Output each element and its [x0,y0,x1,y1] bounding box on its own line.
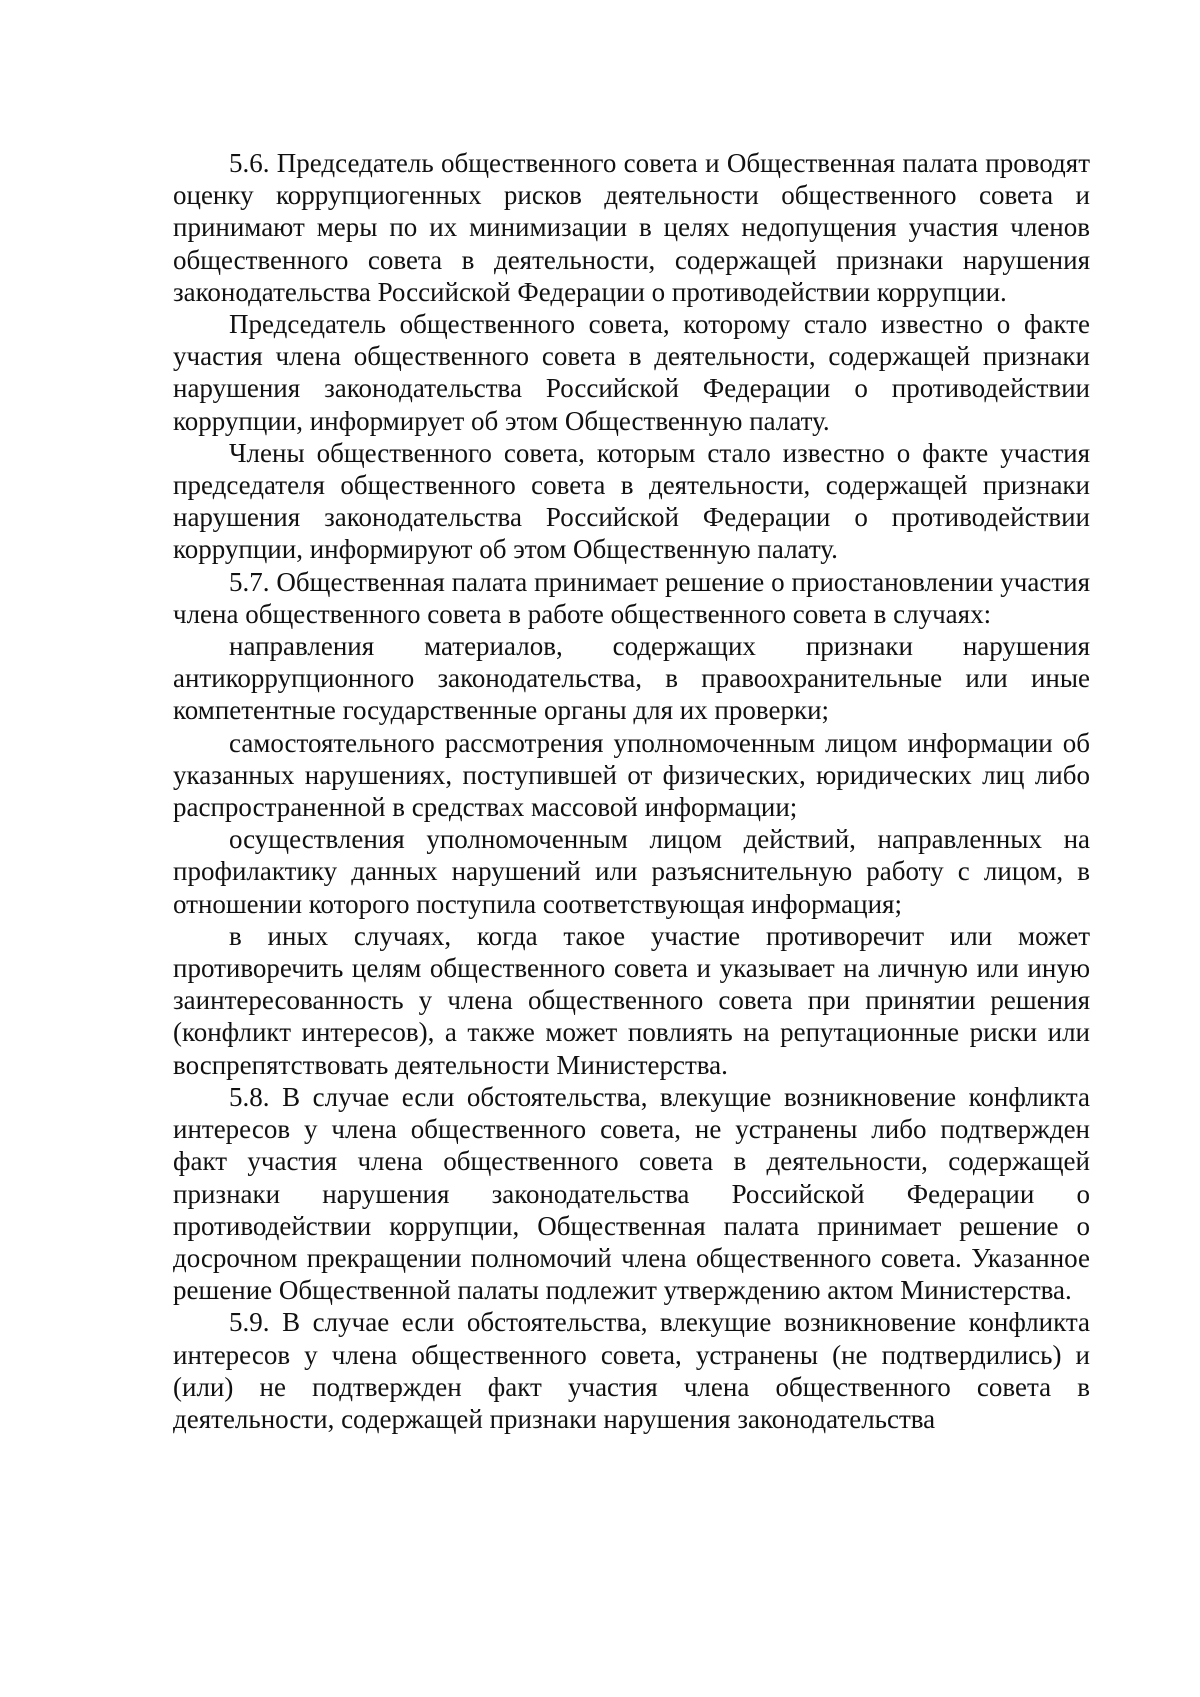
list-item-prevention-actions: осуществления уполномоченным лицом действий, направленных на профилактику данных нарушений или разъяснительную работу с лицом, в отношении которого поступила соответствующая информация; [173,824,1090,919]
paragraph-5-9: 5.9. В случае если обстоятельства, влекущие возникновение конфликта интересов у члена общественного совета, устранены (не подтвердились) и (или) не подтвержден факт участия члена общественного совета в деятельности, содержащей признаки нарушения законодательства [173,1307,1090,1434]
paragraph-5-8: 5.8. В случае если обстоятельства, влекущие возникновение конфликта интересов у члена общественного совета, не устранены либо подтвержден факт участия члена общественного совета в деятельности, содержащей признаки нарушения законодательства Российской Федерации о противодействии коррупции, Общественная палата принимает решение о досрочном прекращении полномочий члена общественного совета. Указанное решение Общественной палаты подлежит утверждению актом Министерства. [173,1081,1090,1306]
list-item-other-cases: в иных случаях, когда такое участие противоречит или может противоречить целям общественного совета и указывает на личную или иную заинтересованность у члена общественного совета при принятии решения (конфликт интересов), а также может повлиять на репутационные риски или воспрепятствовать деятельности Министерства. [173,920,1090,1080]
paragraph-5-7: 5.7. Общественная палата принимает решение о приостановлении участия члена общественного совета в работе общественного совета в случаях: [173,566,1090,629]
list-item-independent-review: самостоятельного рассмотрения уполномоченным лицом информации об указанных нарушениях, поступившей от физических, юридических лиц либо распространенной в средствах массовой информации; [173,727,1090,823]
list-item-materials-sent: направления материалов, содержащих признаки нарушения антикоррупционного законодательства, в правоохранительные или иные компетентные государственные органы для их проверки; [173,631,1090,726]
paragraph-members-inform: Члены общественного совета, которым стало известно о факте участия председателя общественного совета в деятельности, содержащей признаки нарушения законодательства Российской Федерации о противодействии коррупции, информируют об этом Общественную палату. [173,437,1090,565]
paragraph-chairman-informs: Председатель общественного совета, которому стало известно о факте участия члена общественного совета в деятельности, содержащей признаки нарушения законодательства Российской Федерации о противодействии коррупции, информирует об этом Общественную палату. [173,309,1090,436]
document-body [173,147,1090,1435]
paragraph-5-6: 5.6. Председатель общественного совета и Общественная палата проводят оценку коррупциогенных рисков деятельности общественного совета и принимают меры по их минимизации в целях недопущения участия членов общественного совета в деятельности, содержащей признаки нарушения законодательства Российской Федерации о противодействии коррупции. [173,148,1090,307]
